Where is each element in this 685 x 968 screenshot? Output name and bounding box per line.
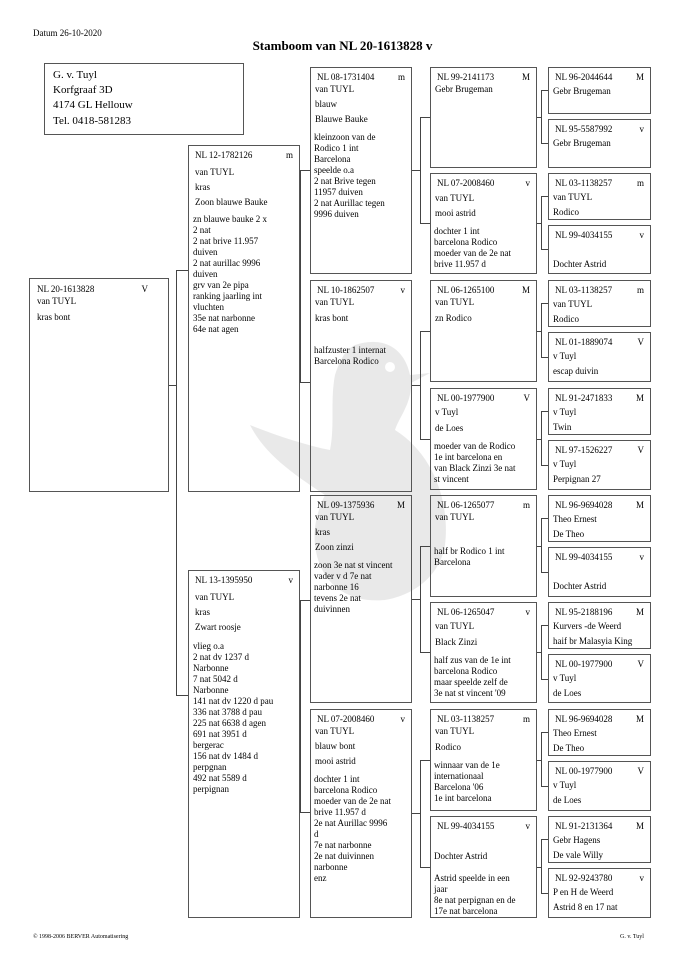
pigeon-id: NL 03-1138257 bbox=[555, 178, 613, 188]
pigeon-line: Twin bbox=[553, 422, 572, 432]
pigeon-sex: V bbox=[523, 393, 530, 403]
pigeon-line: Gebr Hagens bbox=[553, 835, 601, 845]
connector-line bbox=[420, 331, 430, 332]
pigeon-line: v Tuyl bbox=[553, 673, 577, 683]
connector-line bbox=[541, 143, 548, 144]
gen4-box bbox=[548, 602, 651, 649]
pigeon-id: NL 07-2008460 bbox=[317, 714, 375, 724]
connector-line bbox=[541, 303, 548, 304]
connector-line bbox=[420, 546, 421, 652]
greatgrandparent-box bbox=[430, 495, 537, 597]
connector-line bbox=[541, 786, 548, 787]
pigeon-id: NL 00-1977900 bbox=[555, 659, 613, 669]
pigeon-line: v Tuyl bbox=[553, 351, 577, 361]
connector-line bbox=[537, 652, 541, 653]
pigeon-id: NL 91-2471833 bbox=[555, 393, 613, 403]
pigeon-sex: v bbox=[639, 552, 644, 562]
connector-line bbox=[420, 331, 421, 439]
pigeon-id: NL 96-2044644 bbox=[555, 72, 613, 82]
greatgrandparent-box bbox=[430, 709, 537, 811]
pigeon-id: NL 03-1138257 bbox=[555, 285, 613, 295]
pigeon-id: NL 08-1731404 bbox=[317, 72, 375, 82]
grandparent-box bbox=[310, 709, 412, 918]
pigeon-line: van TUYL bbox=[315, 297, 355, 307]
connector-line bbox=[300, 170, 310, 171]
footer-copyright: © 1998-2006 BERVER Automatisering bbox=[33, 934, 129, 940]
gen4-box bbox=[548, 119, 651, 168]
pigeon-line: Theo Ernest bbox=[553, 514, 597, 524]
connector-line bbox=[176, 695, 188, 696]
pigeon-id: NL 99-2141173 bbox=[437, 72, 495, 82]
connector-line bbox=[537, 867, 541, 868]
pigeon-line: Rodico bbox=[553, 314, 579, 324]
pigeon-line: Dochter Astrid bbox=[553, 581, 607, 591]
pigeon-line: Perpignan 27 bbox=[553, 474, 601, 484]
pigeon-line: Kurvers -de Weerd bbox=[553, 621, 622, 631]
pigeon-id: NL 06-1265100 bbox=[437, 285, 495, 295]
connector-line bbox=[537, 760, 541, 761]
connector-line bbox=[541, 465, 548, 466]
pigeon-id: NL 06-1265047 bbox=[437, 607, 495, 617]
pigeon-notes: zn blauwe bauke 2 x 2 nat 2 nat brive 11.957 duiven 2 nat aurillac 9996 duiven grv van 2e pipa ranking jaarling int vluchten 35e nat narbonne 64e nat agen bbox=[193, 214, 267, 334]
pigeon-sex: v bbox=[400, 714, 405, 724]
pigeon-line: van TUYL bbox=[435, 726, 475, 736]
parent-box-dam bbox=[188, 570, 300, 918]
connector-line bbox=[541, 518, 542, 572]
pigeon-sex: M bbox=[396, 500, 405, 510]
pigeon-line: De vale Willy bbox=[553, 850, 603, 860]
pigeon-line: van TUYL bbox=[435, 193, 475, 203]
parent-box-sire bbox=[188, 145, 300, 492]
pigeon-sex: V bbox=[637, 766, 644, 776]
connector-line bbox=[541, 839, 542, 893]
gen4-box bbox=[548, 816, 651, 863]
connector-line bbox=[412, 813, 420, 814]
connector-line bbox=[541, 625, 542, 679]
pigeon-sex: v bbox=[400, 285, 405, 295]
pigeon-line: van TUYL bbox=[315, 84, 355, 94]
pigeon-line: mooi astrid bbox=[435, 208, 476, 218]
connector-line bbox=[541, 196, 542, 249]
connector-line bbox=[420, 760, 421, 867]
pigeon-line: blauw bont bbox=[315, 741, 356, 751]
pigeon-sex: m bbox=[397, 72, 405, 82]
pigeon-line: van TUYL bbox=[553, 299, 593, 309]
pigeon-line: P en H de Weerd bbox=[553, 887, 614, 897]
pigeon-line: de Loes bbox=[553, 688, 582, 698]
greatgrandparent-box bbox=[430, 816, 537, 918]
connector-line bbox=[541, 518, 548, 519]
pigeon-sex: M bbox=[635, 821, 644, 831]
pigeon-id: NL 12-1782126 bbox=[195, 150, 253, 160]
pigeon-notes: Dochter Astrid Astrid speelde in een jaar 8e nat perpignan en de 17e nat barcelona bbox=[434, 851, 516, 916]
owner-name: G. v. Tuyl bbox=[53, 69, 97, 81]
connector-line bbox=[176, 270, 177, 695]
gen4-box bbox=[548, 332, 651, 382]
pigeon-line: van TUYL bbox=[435, 621, 475, 631]
pigeon-line: van TUYL bbox=[195, 592, 235, 602]
greatgrandparent-box bbox=[430, 602, 537, 703]
pigeon-line: Zoon blauwe Bauke bbox=[195, 197, 268, 207]
gen4-box bbox=[548, 495, 651, 542]
pigeon-sex: M bbox=[635, 393, 644, 403]
pigeon-line: mooi astrid bbox=[315, 756, 356, 766]
connector-line bbox=[420, 760, 430, 761]
gen4-box bbox=[548, 225, 651, 274]
pigeon-notes: kleinzoon van de Rodico 1 int Barcelona speelde o.a 2 nat Brive tegen 11957 duiven 2 nat Aurillac tegen 9996 duiven bbox=[314, 132, 385, 219]
pigeon-notes: vlieg o.a 2 nat dv 1237 d Narbonne 7 nat 5042 d Narbonne 141 nat dv 1220 d pau 336 nat 3788 d pau 225 nat 6638 d agen 691 nat 3951 d bergerac 156 nat dv 1484 d perpgnan 492 nat 5589 d perpignan bbox=[193, 641, 274, 794]
connector-line bbox=[541, 732, 548, 733]
pigeon-line: van TUYL bbox=[315, 512, 355, 522]
pigeon-notes: moeder van de Rodico 1e int barcelona en van Black Zinzi 3e nat st vincent bbox=[434, 441, 516, 484]
pigeon-line: van TUYL bbox=[435, 512, 475, 522]
owner-box bbox=[44, 63, 244, 135]
connector-line bbox=[176, 270, 188, 271]
date-label: Datum 26-10-2020 bbox=[33, 28, 102, 38]
pigeon-line: van TUYL bbox=[195, 167, 235, 177]
pigeon-id: NL 99-4034155 bbox=[555, 230, 613, 240]
connector-line bbox=[541, 411, 542, 465]
pigeon-line: De Theo bbox=[553, 529, 585, 539]
pigeon-line: van TUYL bbox=[315, 726, 355, 736]
connector-line bbox=[169, 385, 176, 386]
pigeon-line: kras bbox=[315, 527, 330, 537]
pigeon-sex: v bbox=[525, 178, 530, 188]
gen4-box bbox=[548, 388, 651, 435]
gen4-box bbox=[548, 280, 651, 327]
pigeon-line: de Loes bbox=[553, 795, 582, 805]
pigeon-id: NL 96-9694028 bbox=[555, 714, 613, 724]
pigeon-line: Theo Ernest bbox=[553, 728, 597, 738]
gen4-box bbox=[548, 173, 651, 220]
pigeon-sex: M bbox=[521, 72, 530, 82]
grandparent-box bbox=[310, 495, 412, 703]
pigeon-notes: zoon 3e nat st vincent vader v d 7e nat narbonne 16 tevens 2e nat duivinnen bbox=[314, 560, 393, 614]
pigeon-id: NL 91-2131364 bbox=[555, 821, 613, 831]
pigeon-line: v Tuyl bbox=[435, 407, 459, 417]
pigeon-sex: M bbox=[635, 714, 644, 724]
connector-line bbox=[541, 625, 548, 626]
pigeon-sex: M bbox=[521, 285, 530, 295]
gen4-box bbox=[548, 440, 651, 490]
pigeon-sex: V bbox=[637, 659, 644, 669]
pigeon-line: blauw bbox=[315, 99, 337, 109]
pigeon-notes: halfzuster 1 internat Barcelona Rodico bbox=[314, 345, 386, 366]
pigeon-sex: m bbox=[522, 500, 530, 510]
pigeon-line: v Tuyl bbox=[553, 459, 577, 469]
connector-line bbox=[300, 600, 310, 601]
connector-line bbox=[541, 90, 542, 143]
pigeon-line: De Theo bbox=[553, 743, 585, 753]
pigeon-id: NL 06-1265077 bbox=[437, 500, 495, 510]
gen4-box bbox=[548, 67, 651, 114]
gen4-box bbox=[548, 709, 651, 756]
pigeon-notes: dochter 1 int barcelona Rodico moeder van de 2e nat brive 11.957 d bbox=[434, 226, 511, 269]
pigeon-line: escap duivin bbox=[553, 366, 599, 376]
pigeon-notes: dochter 1 int barcelona Rodico moeder van de 2e nat brive 11.957 d 2e nat Aurillac 9996 d 7e nat narbonne 2e nat duivinnen narbonne enz bbox=[314, 774, 391, 883]
connector-line bbox=[420, 117, 421, 223]
owner-tel: Tel. 0418-581283 bbox=[53, 115, 132, 127]
connector-line bbox=[420, 867, 430, 868]
connector-line bbox=[541, 893, 548, 894]
pigeon-line: van TUYL bbox=[435, 297, 475, 307]
connector-line bbox=[541, 679, 548, 680]
pigeon-line: v Tuyl bbox=[553, 407, 577, 417]
connector-line bbox=[420, 546, 430, 547]
pigeon-id: NL 00-1977900 bbox=[555, 766, 613, 776]
pigeon-line: kras bbox=[195, 607, 210, 617]
connector-line bbox=[420, 223, 430, 224]
owner-city: 4174 GL Hellouw bbox=[53, 99, 133, 111]
pigeon-line: de Loes bbox=[435, 423, 464, 433]
pigeon-sex: m bbox=[636, 285, 644, 295]
pigeon-line: kras bbox=[195, 182, 210, 192]
pigeon-line: Rodico bbox=[435, 742, 461, 752]
connector-line bbox=[300, 812, 310, 813]
pigeon-line: Gebr Brugeman bbox=[553, 138, 611, 148]
connector-line bbox=[420, 439, 430, 440]
connector-line bbox=[420, 652, 430, 653]
subject-sex: V bbox=[141, 284, 148, 294]
grandparent-box bbox=[310, 280, 412, 492]
connector-line bbox=[541, 839, 548, 840]
pigeon-sex: V bbox=[637, 445, 644, 455]
page-title: Stamboom van NL 20-1613828 v bbox=[252, 38, 433, 53]
connector-line bbox=[420, 117, 430, 118]
pigeon-id: NL 95-5587992 bbox=[555, 124, 613, 134]
pigeon-line: Zwart roosje bbox=[195, 622, 241, 632]
pigeon-line: Black Zinzi bbox=[435, 637, 478, 647]
pigeon-sex: M bbox=[635, 607, 644, 617]
gen4-box bbox=[548, 761, 651, 811]
pigeon-line: van TUYL bbox=[553, 192, 593, 202]
pigeon-sex: m bbox=[285, 150, 293, 160]
pigeon-notes: half zus van de 1e int barcelona Rodico maar speelde zelf de 3e nat st vincent '09 bbox=[434, 655, 511, 698]
footer-owner: G. v. Tuyl bbox=[620, 934, 644, 940]
connector-line bbox=[537, 546, 541, 547]
pigeon-line: Astrid 8 en 17 nat bbox=[553, 902, 618, 912]
gen4-box bbox=[548, 547, 651, 597]
connector-line bbox=[537, 439, 541, 440]
pigeon-sex: v bbox=[288, 575, 293, 585]
pigeon-line: Rodico bbox=[553, 207, 579, 217]
pigeon-sex: M bbox=[635, 500, 644, 510]
pigeon-sex: v bbox=[525, 821, 530, 831]
pigeon-id: NL 99-4034155 bbox=[437, 821, 495, 831]
pigeon-line: zn Rodico bbox=[435, 313, 472, 323]
pigeon-line: Blauwe Bauke bbox=[315, 114, 368, 124]
connector-line bbox=[412, 599, 420, 600]
pigeon-line: kras bont bbox=[315, 313, 349, 323]
pigeon-id: NL 07-2008460 bbox=[437, 178, 495, 188]
greatgrandparent-box bbox=[430, 173, 537, 274]
pigeon-line: Gebr Brugeman bbox=[435, 84, 493, 94]
pigeon-line: Zoon zinzi bbox=[315, 542, 354, 552]
grandparent-box bbox=[310, 67, 412, 274]
gen4-box bbox=[548, 654, 651, 703]
connector-line bbox=[537, 223, 541, 224]
subject-id: NL 20-1613828 bbox=[37, 284, 95, 294]
pigeon-id: NL 95-2188196 bbox=[555, 607, 613, 617]
pigeon-sex: m bbox=[636, 178, 644, 188]
pigeon-id: NL 13-1395950 bbox=[195, 575, 253, 585]
pigeon-sex: v bbox=[639, 873, 644, 883]
subject-box bbox=[29, 278, 169, 492]
connector-line bbox=[300, 600, 301, 812]
pigeon-sex: M bbox=[635, 72, 644, 82]
subject-line: kras bont bbox=[37, 312, 71, 322]
greatgrandparent-box bbox=[430, 388, 537, 490]
pigeon-sex: m bbox=[522, 714, 530, 724]
connector-line bbox=[541, 303, 542, 357]
connector-line bbox=[541, 90, 548, 91]
pigeon-id: NL 10-1862507 bbox=[317, 285, 375, 295]
subject-line: van TUYL bbox=[37, 296, 77, 306]
pigeon-notes: half br Rodico 1 int Barcelona bbox=[434, 546, 505, 567]
pigeon-id: NL 00-1977900 bbox=[437, 393, 495, 403]
connector-line bbox=[541, 732, 542, 786]
connector-line bbox=[541, 249, 548, 250]
connector-line bbox=[300, 170, 301, 382]
pigeon-sex: v bbox=[525, 607, 530, 617]
connector-line bbox=[537, 331, 541, 332]
pigeon-id: NL 09-1375936 bbox=[317, 500, 375, 510]
pigeon-line: Dochter Astrid bbox=[553, 259, 607, 269]
connector-line bbox=[541, 411, 548, 412]
pigeon-sex: v bbox=[639, 124, 644, 134]
pigeon-id: NL 97-1526227 bbox=[555, 445, 613, 455]
pigeon-notes: winnaar van de 1e internationaal Barcelona '06 1e int barcelona bbox=[434, 760, 500, 803]
pigeon-line: haif br Malasyia King bbox=[553, 636, 633, 646]
connector-line bbox=[541, 572, 548, 573]
pigeon-id: NL 01-1889074 bbox=[555, 337, 613, 347]
pigeon-id: NL 03-1138257 bbox=[437, 714, 495, 724]
pigeon-id: NL 92-9243780 bbox=[555, 873, 613, 883]
pigeon-line: Gebr Brugeman bbox=[553, 86, 611, 96]
pigeon-sex: V bbox=[637, 337, 644, 347]
connector-line bbox=[541, 357, 548, 358]
owner-street: Korfgraaf 3D bbox=[53, 84, 113, 96]
pigeon-id: NL 96-9694028 bbox=[555, 500, 613, 510]
greatgrandparent-box bbox=[430, 67, 537, 168]
connector-line bbox=[412, 170, 420, 171]
connector-line bbox=[537, 117, 541, 118]
pigeon-line: v Tuyl bbox=[553, 780, 577, 790]
greatgrandparent-box bbox=[430, 280, 537, 382]
connector-line bbox=[412, 385, 420, 386]
gen4-box bbox=[548, 868, 651, 918]
pigeon-id: NL 99-4034155 bbox=[555, 552, 613, 562]
connector-line bbox=[300, 382, 310, 383]
connector-line bbox=[541, 196, 548, 197]
pigeon-sex: v bbox=[639, 230, 644, 240]
